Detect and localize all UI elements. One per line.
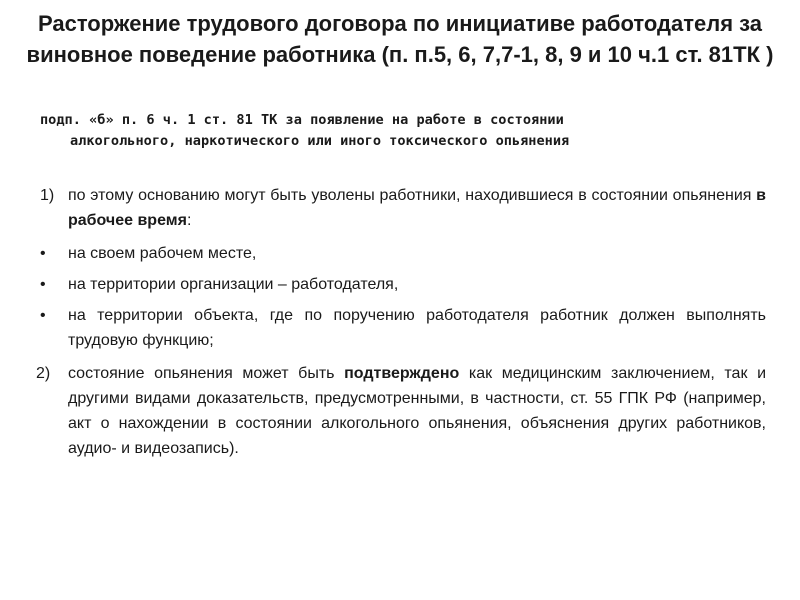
point-1-bold: в рабочее время bbox=[68, 187, 766, 229]
point-1 bbox=[40, 183, 766, 233]
point-2 bbox=[36, 361, 766, 461]
bullet-text: на своем рабочем месте, bbox=[68, 245, 257, 262]
point-2-bold: подтверждено bbox=[344, 365, 460, 382]
bullet-marker: • bbox=[40, 307, 46, 324]
bullet-item bbox=[40, 241, 766, 266]
bullet-marker: • bbox=[40, 276, 46, 293]
point-1-suffix: : bbox=[186, 212, 192, 229]
point-1-text: по этому основанию могут быть уволены работники, находившиеся в состоянии опьянения bbox=[68, 187, 757, 204]
bullet-item bbox=[40, 272, 766, 297]
bullet-marker: • bbox=[40, 245, 46, 262]
point-2-suffix: как медицинским заключением, так и другими видами доказательств, предусмотренными, в частности, ст. 55 ГПК РФ (например, акт о нахождении в состоянии алкогольного опьянения, объяснения других работников, аудио- и видеозапись). bbox=[68, 365, 767, 457]
subtitle-line-1: подп. «б» п. 6 ч. 1 ст. 81 ТК за появление на работе в состоянии bbox=[40, 112, 564, 128]
point-2-text: состояние опьянения может быть bbox=[68, 365, 345, 382]
bullet-text: на территории объекта, где по поручению работодателя работник должен выполнять трудовую функцию; bbox=[68, 307, 766, 349]
slide-content bbox=[36, 183, 767, 469]
subtitle-line-2: алкогольного, наркотического или иного токсического опьянения bbox=[70, 133, 570, 149]
point-2-number: 2) bbox=[36, 365, 51, 382]
point-1-number: 1) bbox=[40, 187, 55, 204]
slide-title: Расторжение трудового договора по инициативе работодателя за виновное поведение работника (п. п.5, 6, 7,7-1, 8, 9 и 10 ч.1 ст. 81ТК ) bbox=[26, 11, 774, 67]
bullet-item bbox=[40, 303, 766, 353]
slide-subtitle bbox=[40, 110, 762, 152]
bullet-text: на территории организации – работодателя, bbox=[68, 276, 399, 293]
